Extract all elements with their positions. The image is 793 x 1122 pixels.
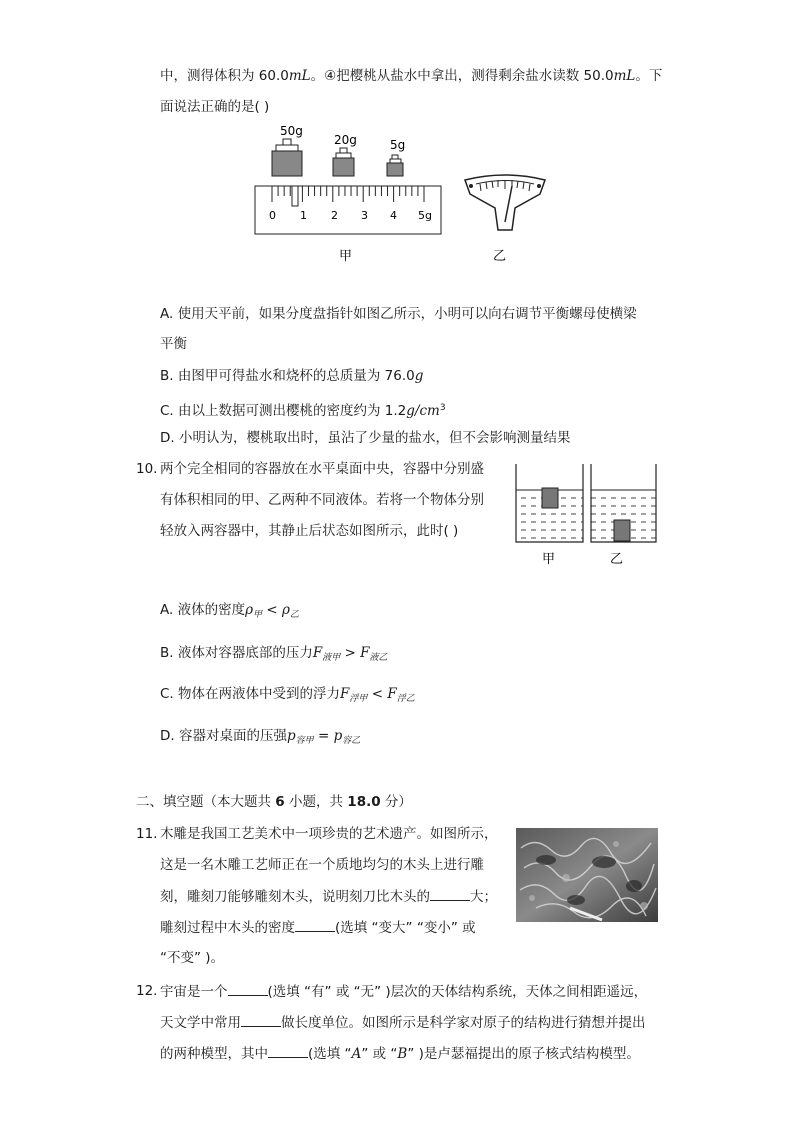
svg-text:5g: 5g <box>418 209 432 222</box>
q10-line3: 轻放入两容器中，其静止后状态如图所示，此时( ) <box>160 523 459 539</box>
q10-label-jia: 甲 <box>542 552 556 567</box>
weight-20g-icon <box>333 148 354 176</box>
q9-option-a-line2: 平衡 <box>160 336 187 352</box>
q10-option-a: A. 液体的密度$\rho_甲 < \rho_乙$ <box>160 602 299 620</box>
q11-line2: 这是一名木雕工艺师正在一个质地均匀的木头上进行雕 <box>160 857 484 873</box>
q12-number: 12. <box>136 983 158 999</box>
container-jia <box>516 464 583 542</box>
container-yi <box>591 464 656 542</box>
figure-label-yi: 乙 <box>493 249 507 264</box>
q12-line2: 天文学中常用 做长度单位。如图所示是科学家对原子的结构进行猜想并提出 <box>160 1012 646 1033</box>
weight-label-20g: 20g <box>334 133 357 147</box>
q11-line5: “不变” )。 <box>160 950 225 966</box>
q12-blank-1[interactable] <box>228 981 268 996</box>
svg-text:0: 0 <box>269 209 276 222</box>
q12-line1: 宇宙是一个 (选填 “有” 或 “无” )层次的天体结构系统，天体之间相距遥远， <box>160 981 647 1002</box>
q10-option-c: C. 物体在两液体中受到的浮力$F_{浮甲} < F_{浮乙}$ <box>160 686 415 704</box>
q10-line1: 两个完全相同的容器放在水平桌面中央，容器中分别盛 <box>160 461 484 477</box>
q9-option-a-line1: A. 使用天平前，如果分度盘指针如图乙所示，小明可以向右调节平衡螺母使横梁 <box>160 306 637 322</box>
q9-figure <box>250 122 560 270</box>
q11-line4: 雕刻过程中木头的密度 (选填 “变大” “变小” 或 <box>160 917 476 938</box>
q9-line2: 面说法正确的是( ) <box>160 99 270 115</box>
q10-number: 10. <box>136 461 158 477</box>
q10-figure <box>510 462 660 572</box>
q11-blank-1[interactable] <box>430 886 470 901</box>
svg-text:4: 4 <box>390 209 397 222</box>
balance-scale-ruler <box>255 186 441 234</box>
q11-blank-2[interactable] <box>295 917 335 932</box>
weight-label-50g: 50g <box>280 124 303 138</box>
q9-option-c: C. 由以上数据可测出樱桃的密度约为 $1.2g/cm^3$ <box>160 403 446 419</box>
q10-line2: 有体积相同的甲、乙两种不同液体。若将一个物体分别 <box>160 492 484 508</box>
svg-text:1: 1 <box>300 209 307 222</box>
q10-option-b: B. 液体对容器底部的压力$F_{液甲} > F_{液乙}$ <box>160 645 388 663</box>
svg-text:2: 2 <box>331 209 338 222</box>
q12-blank-3[interactable] <box>268 1043 308 1058</box>
q9-option-b: B. 由图甲可得盐水和烧杯的总质量为 76.0g <box>160 368 424 384</box>
figure-label-jia: 甲 <box>339 249 353 264</box>
section-2-heading: 二、填空题（本大题共 6 小题，共 18.0 分） <box>136 794 412 810</box>
q9-option-d: D. 小明认为，樱桃取出时，虽沾了少量的盐水，但不会影响测量结果 <box>160 430 571 446</box>
q11-line1: 木雕是我国工艺美术中一项珍贵的艺术遗产。如图所示， <box>160 826 498 842</box>
q11-number: 11. <box>136 826 158 842</box>
q10-label-yi: 乙 <box>610 552 624 567</box>
q12-blank-2[interactable] <box>241 1012 281 1027</box>
q10-option-d: D. 容器对桌面的压强$p_{容甲} = p_{容乙}$ <box>160 728 361 746</box>
wood-carving-photo <box>516 828 658 922</box>
q12-line3: 的两种模型，其中 (选填 “A” 或 “B” )是卢瑟福提出的原子核式结构模型。 <box>160 1043 640 1064</box>
weight-5g-icon <box>387 155 403 176</box>
weight-50g-icon <box>272 139 302 176</box>
svg-text:3: 3 <box>361 209 368 222</box>
balance-dial-icon <box>465 175 545 230</box>
weight-label-5g: 5g <box>390 138 406 152</box>
q9-line1: 中，测得体积为 60.0mL。④把樱桃从盐水中拿出，测得剩余盐水读数 50.0mL。下 <box>160 68 663 84</box>
q11-line3: 刻，雕刻刀能够雕刻木头，说明刻刀比木头的 大； <box>160 886 497 907</box>
